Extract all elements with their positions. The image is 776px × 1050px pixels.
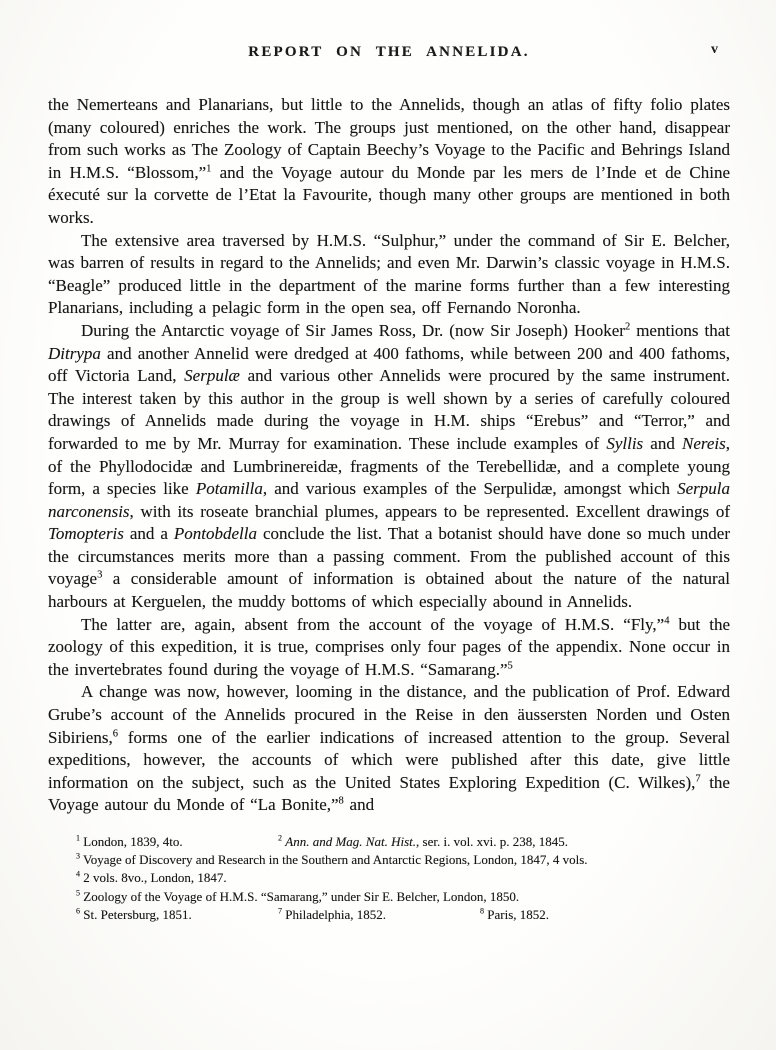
text-run: mentions that bbox=[630, 320, 731, 340]
footnote-marker: 6 bbox=[112, 727, 118, 739]
italic-text: Nereis bbox=[682, 433, 726, 453]
footnote-marker: 8 bbox=[480, 906, 485, 916]
text-run: During the Antarctic voyage of Sir James Ross, Dr. (now Sir Joseph) Hooker bbox=[81, 320, 625, 340]
page-number: v bbox=[711, 42, 718, 57]
text-run: Voyage of Discovery and Research in the Southern and Antarctic Regions, London, 1847, 4 vols. bbox=[80, 852, 588, 868]
footnote-marker: 3 bbox=[97, 569, 103, 581]
footnote-marker: 7 bbox=[695, 773, 701, 785]
footnote-entry bbox=[278, 906, 480, 924]
text-run: A change was now, however, looming in the distance, and the publication of Prof. Edward Grube’s account of the Annelids procured in the Reise in den äussersten Norden und Osten Sibiriens, bbox=[48, 682, 730, 747]
footnote-row bbox=[76, 833, 730, 851]
text-run: Philadelphia, 1852. bbox=[282, 906, 387, 922]
italic-text: Syllis bbox=[606, 433, 644, 453]
text-run: , of the Phyllodocidæ and Lumbrinereidæ, fragments of the Terebellidæ, and a complete young form, a species like bbox=[48, 433, 731, 499]
footnote-marker: 5 bbox=[507, 660, 513, 672]
footnote-marker: 1 bbox=[76, 833, 81, 843]
footnote-marker: 8 bbox=[338, 795, 344, 807]
footnote-row bbox=[76, 906, 730, 924]
text-run: and bbox=[343, 795, 375, 815]
footnote-marker: 3 bbox=[76, 851, 81, 861]
italic-text: Serpulæ bbox=[184, 366, 240, 386]
footnote-entry bbox=[278, 833, 730, 851]
paragraph bbox=[48, 320, 730, 614]
paragraph bbox=[48, 230, 730, 320]
footnote-entry bbox=[76, 906, 278, 924]
italic-text: Serpula narconensis bbox=[48, 479, 730, 521]
text-run: 2 vols. 8vo., London, 1847. bbox=[80, 870, 227, 886]
footnote-marker: 4 bbox=[76, 870, 81, 880]
text-run: and a bbox=[123, 524, 174, 544]
text-run: London, 1839, 4to. bbox=[80, 834, 183, 849]
footnote-entry bbox=[76, 833, 278, 851]
body-text bbox=[48, 94, 730, 817]
italic-text: Ann. and Mag. Nat. Hist. bbox=[285, 834, 417, 849]
text-run: Zoology of the Voyage of H.M.S. “Samarang,” under Sir E. Belcher, London, 1850. bbox=[80, 888, 520, 904]
italic-text: Potamilla bbox=[195, 479, 263, 499]
footnote-marker: 5 bbox=[76, 888, 81, 898]
italic-text: Tomopteris bbox=[48, 524, 124, 544]
text-run: The latter are, again, absent from the account of the voyage of H.M.S. “Fly,” bbox=[81, 614, 665, 634]
text-run: The extensive area traversed by H.M.S. “Sulphur,” under the command of Sir E. Belcher, was barren of results in regard to the Annelids; and even Mr. Darwin’s classic voyage in H.M.S. “Beagle” produced little in the department of the marine forms further than a few interesting Planarians, including a pelagic form in the open sea, off Fernando Noronha. bbox=[48, 230, 730, 318]
text-run: conclude the list. That a botanist should have done so much under the circumstances merits more than a passing comment. From the published account of this voyage bbox=[48, 524, 731, 589]
running-head bbox=[48, 44, 730, 64]
italic-text: Pontobdella bbox=[173, 524, 257, 544]
footnote-entry bbox=[480, 906, 730, 924]
text-run: , ser. i. vol. xvi. p. 238, 1845. bbox=[416, 834, 569, 849]
text-run: forms one of the earlier indications of increased attention to the group. Several expeditions, however, the accounts of which were published after this date, give little information on the subject, such as the United States Exploring Expedition (C. Wilkes), bbox=[48, 727, 730, 792]
footnote-marker: 1 bbox=[206, 163, 212, 175]
text-run: the Nemerteans and Planarians, but little to the Annelids, though an atlas of fifty folio plates (many coloured) enriches the work. The groups just mentioned, on the other hand, disappear from such works as The Zoology of Captain Beechy’s Voyage to the Pacific and Behrings Island in H.M.S. “Blossom,” bbox=[48, 95, 730, 182]
text-run: Paris, 1852. bbox=[484, 906, 550, 922]
text-run: , with its roseate branchial plumes, appears to be represented. Excellent drawings of bbox=[129, 501, 730, 521]
text-run: , and various examples of the Serpulidæ, amongst which bbox=[262, 479, 678, 499]
footnotes bbox=[76, 833, 730, 924]
footnote-row bbox=[76, 851, 730, 869]
page-title: REPORT ON THE ANNELIDA. bbox=[248, 44, 530, 60]
text-run: and bbox=[643, 433, 682, 453]
text-run: and various other Annelids were procured by the same instrument. The interest taken by this author in the group is well shown by a series of carefully coloured drawings of Annelids made during the voyage in H.M. ships “Erebus” and “Terror,” and forwarded to me by Mr. Murray for examination. These include examples of bbox=[48, 366, 730, 453]
footnote-entry bbox=[76, 851, 730, 869]
footnote-marker: 6 bbox=[76, 906, 81, 916]
text-run: St. Petersburg, 1851. bbox=[80, 906, 192, 922]
footnote-entry bbox=[76, 888, 730, 906]
footnote-marker: 2 bbox=[624, 321, 631, 333]
footnote-marker: 7 bbox=[278, 906, 283, 916]
text-run: and another Annelid were dredged at 400 fathoms, while between 200 and 400 fathoms, off Victoria Land, bbox=[48, 343, 730, 386]
paragraph bbox=[48, 614, 730, 682]
footnote-row bbox=[76, 888, 730, 906]
footnote-row bbox=[76, 869, 730, 887]
text-run: the Voyage autour du Monde of “La Bonite,” bbox=[48, 772, 730, 815]
text-run: a considerable amount of information is obtained about the nature of the natural harbours at Kerguelen, the muddy bottoms of which especially abound in Annelids. bbox=[48, 569, 730, 612]
footnote-entry bbox=[76, 869, 730, 887]
paragraph bbox=[48, 681, 730, 817]
italic-text: Ditrypa bbox=[48, 343, 101, 363]
text-run: and the Voyage autour du Monde par les mers de l’Inde et de Chine éxecuté sur la corvette de l’Etat la Favourite, though many other groups are mentioned in both works. bbox=[48, 162, 730, 227]
footnote-marker: 2 bbox=[278, 833, 283, 843]
text-run: but the zoology of this expedition, it is true, comprises only four pages of the appendix. None occur in the invertebrates found during the voyage of H.M.S. “Samarang.” bbox=[48, 614, 730, 679]
footnote-marker: 4 bbox=[664, 615, 670, 626]
paragraph bbox=[48, 94, 730, 230]
